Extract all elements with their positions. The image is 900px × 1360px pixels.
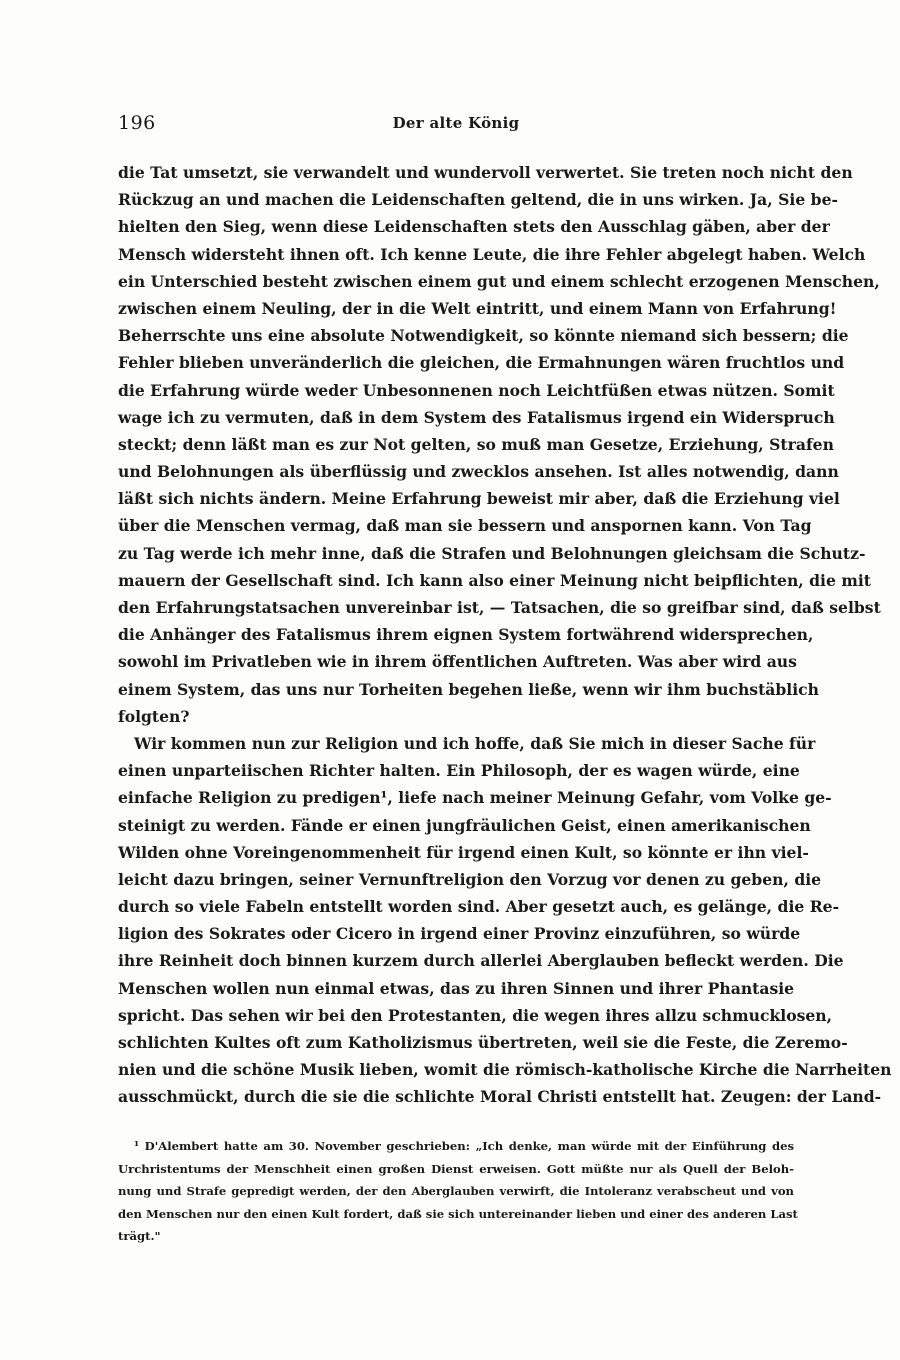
text-line: leicht dazu bringen, seiner Vernunftreligion den Vorzug vor denen zu geben, die: [118, 869, 822, 889]
text-line: Beherrschte uns eine absolute Notwendigkeit, so könnte niemand sich bessern; die: [118, 326, 849, 346]
text-line: spricht. Das sehen wir bei den Protestanten, die wegen ihres allzu schmucklosen,: [118, 1005, 833, 1025]
page-header: [118, 112, 794, 138]
text-line: Menschen wollen nun einmal etwas, das zu ihren Sinnen und ihrer Phantasie: [118, 978, 795, 998]
footnote-line: ¹ D'Alembert hatte am 30. November geschrieben: „Ich denke, man würde mit der Einführung des: [134, 1139, 794, 1153]
text-line: nien und die schöne Musik lieben, womit die römisch-katholische Kirche die Narrheiten: [118, 1060, 892, 1080]
text-line: ligion des Sokrates oder Cicero in irgend einer Provinz einzuführen, so würde: [118, 924, 801, 944]
text-line: einem System, das uns nur Torheiten begehen ließe, wenn wir ihm buchstäblich: [118, 679, 819, 699]
page-number: 196: [118, 112, 156, 134]
text-line: steckt; denn läßt man es zur Not gelten, so muß man Gesetze, Erziehung, Strafen: [118, 434, 834, 454]
text-line: mauern der Gesellschaft sind. Ich kann also einer Meinung nicht beipflichten, die mit: [118, 570, 871, 590]
body-text: [118, 159, 892, 1111]
text-line: hielten den Sieg, wenn diese Leidenschaften stets den Ausschlag gäben, aber der: [118, 217, 830, 237]
footnote-line: nung und Strafe gepredigt werden, der den Aberglauben verwirft, die Intoleranz verabscheut und von: [118, 1184, 794, 1199]
text-line: ihre Reinheit doch binnen kurzem durch allerlei Aberglauben befleckt werden. Die: [118, 951, 844, 971]
text-line: und Belohnungen als überflüssig und zwecklos ansehen. Ist alles notwendig, dann: [118, 462, 839, 482]
text-line: Wir kommen nun zur Religion und ich hoffe, daß Sie mich in dieser Sache für: [134, 733, 816, 753]
text-line: folgten?: [118, 706, 190, 726]
text-line: über die Menschen vermag, daß man sie bessern und anspornen kann. Von Tag: [118, 516, 812, 536]
footnote-line: den Menschen nur den einen Kult fordert, daß sie sich untereinander lieben und einer des anderen Last: [118, 1206, 798, 1221]
text-line: die Tat umsetzt, sie verwandelt und wundervoll verwertet. Sie treten noch nicht den: [118, 163, 853, 182]
text-line: Wilden ohne Voreingenommenheit für irgend einen Kult, so könnte er ihn viel-: [118, 842, 809, 862]
text-line: läßt sich nichts ändern. Meine Erfahrung beweist mir aber, daß die Erziehung viel: [118, 489, 840, 509]
footnote-line: Urchristentums der Menschheit einen großen Dienst erweisen. Gott müßte nur als Quell der Beloh-: [118, 1161, 794, 1176]
text-line: die Anhänger des Fatalismus ihrem eignen System fortwährend widersprechen,: [118, 625, 814, 645]
paragraph-2: [118, 730, 892, 1111]
text-line: zwischen einem Neuling, der in die Welt eintritt, und einem Mann von Erfahrung!: [118, 298, 837, 318]
text-line: sowohl im Privatleben wie in ihrem öffentlichen Auftreten. Was aber wird aus: [118, 652, 797, 672]
text-line: den Erfahrungstatsachen unvereinbar ist, — Tatsachen, die so greifbar sind, daß selbst: [118, 598, 881, 617]
footnote-line: trägt.": [118, 1229, 161, 1244]
text-line: schlichten Kultes oft zum Katholizismus übertreten, weil sie die Feste, die Zeremo-: [118, 1033, 848, 1052]
text-line: die Erfahrung würde weder Unbesonnenen noch Leichtfüßen etwas nützen. Somit: [118, 380, 835, 400]
text-line: durch so viele Fabeln entstellt worden sind. Aber gesetzt auch, es gelänge, die Re-: [118, 897, 840, 917]
text-line: Fehler blieben unveränderlich die gleichen, die Ermahnungen wären fruchtlos und: [118, 353, 845, 373]
footnote: [118, 1135, 798, 1248]
text-line: ein Unterschied besteht zwischen einem gut und einem schlecht erzogenen Menschen,: [118, 271, 880, 291]
text-line: wage ich zu vermuten, daß in dem System des Fatalismus irgend ein Widerspruch: [118, 407, 835, 427]
text-line: einfache Religion zu predigen¹, liefe nach meiner Meinung Gefahr, vom Volke ge-: [118, 788, 832, 808]
text-line: Mensch widersteht ihnen oft. Ich kenne Leute, die ihre Fehler abgelegt haben. Welch: [118, 244, 866, 264]
text-line: Rückzug an und machen die Leidenschaften geltend, die in uns wirken. Ja, Sie be-: [118, 190, 838, 210]
paragraph-1: [118, 159, 881, 730]
text-line: einen unparteiischen Richter halten. Ein Philosoph, der es wagen würde, eine: [118, 761, 800, 781]
text-line: steinigt zu werden. Fände er einen jungfräulichen Geist, einen amerikanischen: [118, 815, 811, 835]
text-line: ausschmückt, durch die sie die schlichte Moral Christi entstellt hat. Zeugen: der Land-: [118, 1087, 882, 1107]
text-line: zu Tag werde ich mehr inne, daß die Strafen und Belohnungen gleichsam die Schutz-: [118, 543, 866, 563]
running-title: Der alte König: [392, 114, 520, 132]
